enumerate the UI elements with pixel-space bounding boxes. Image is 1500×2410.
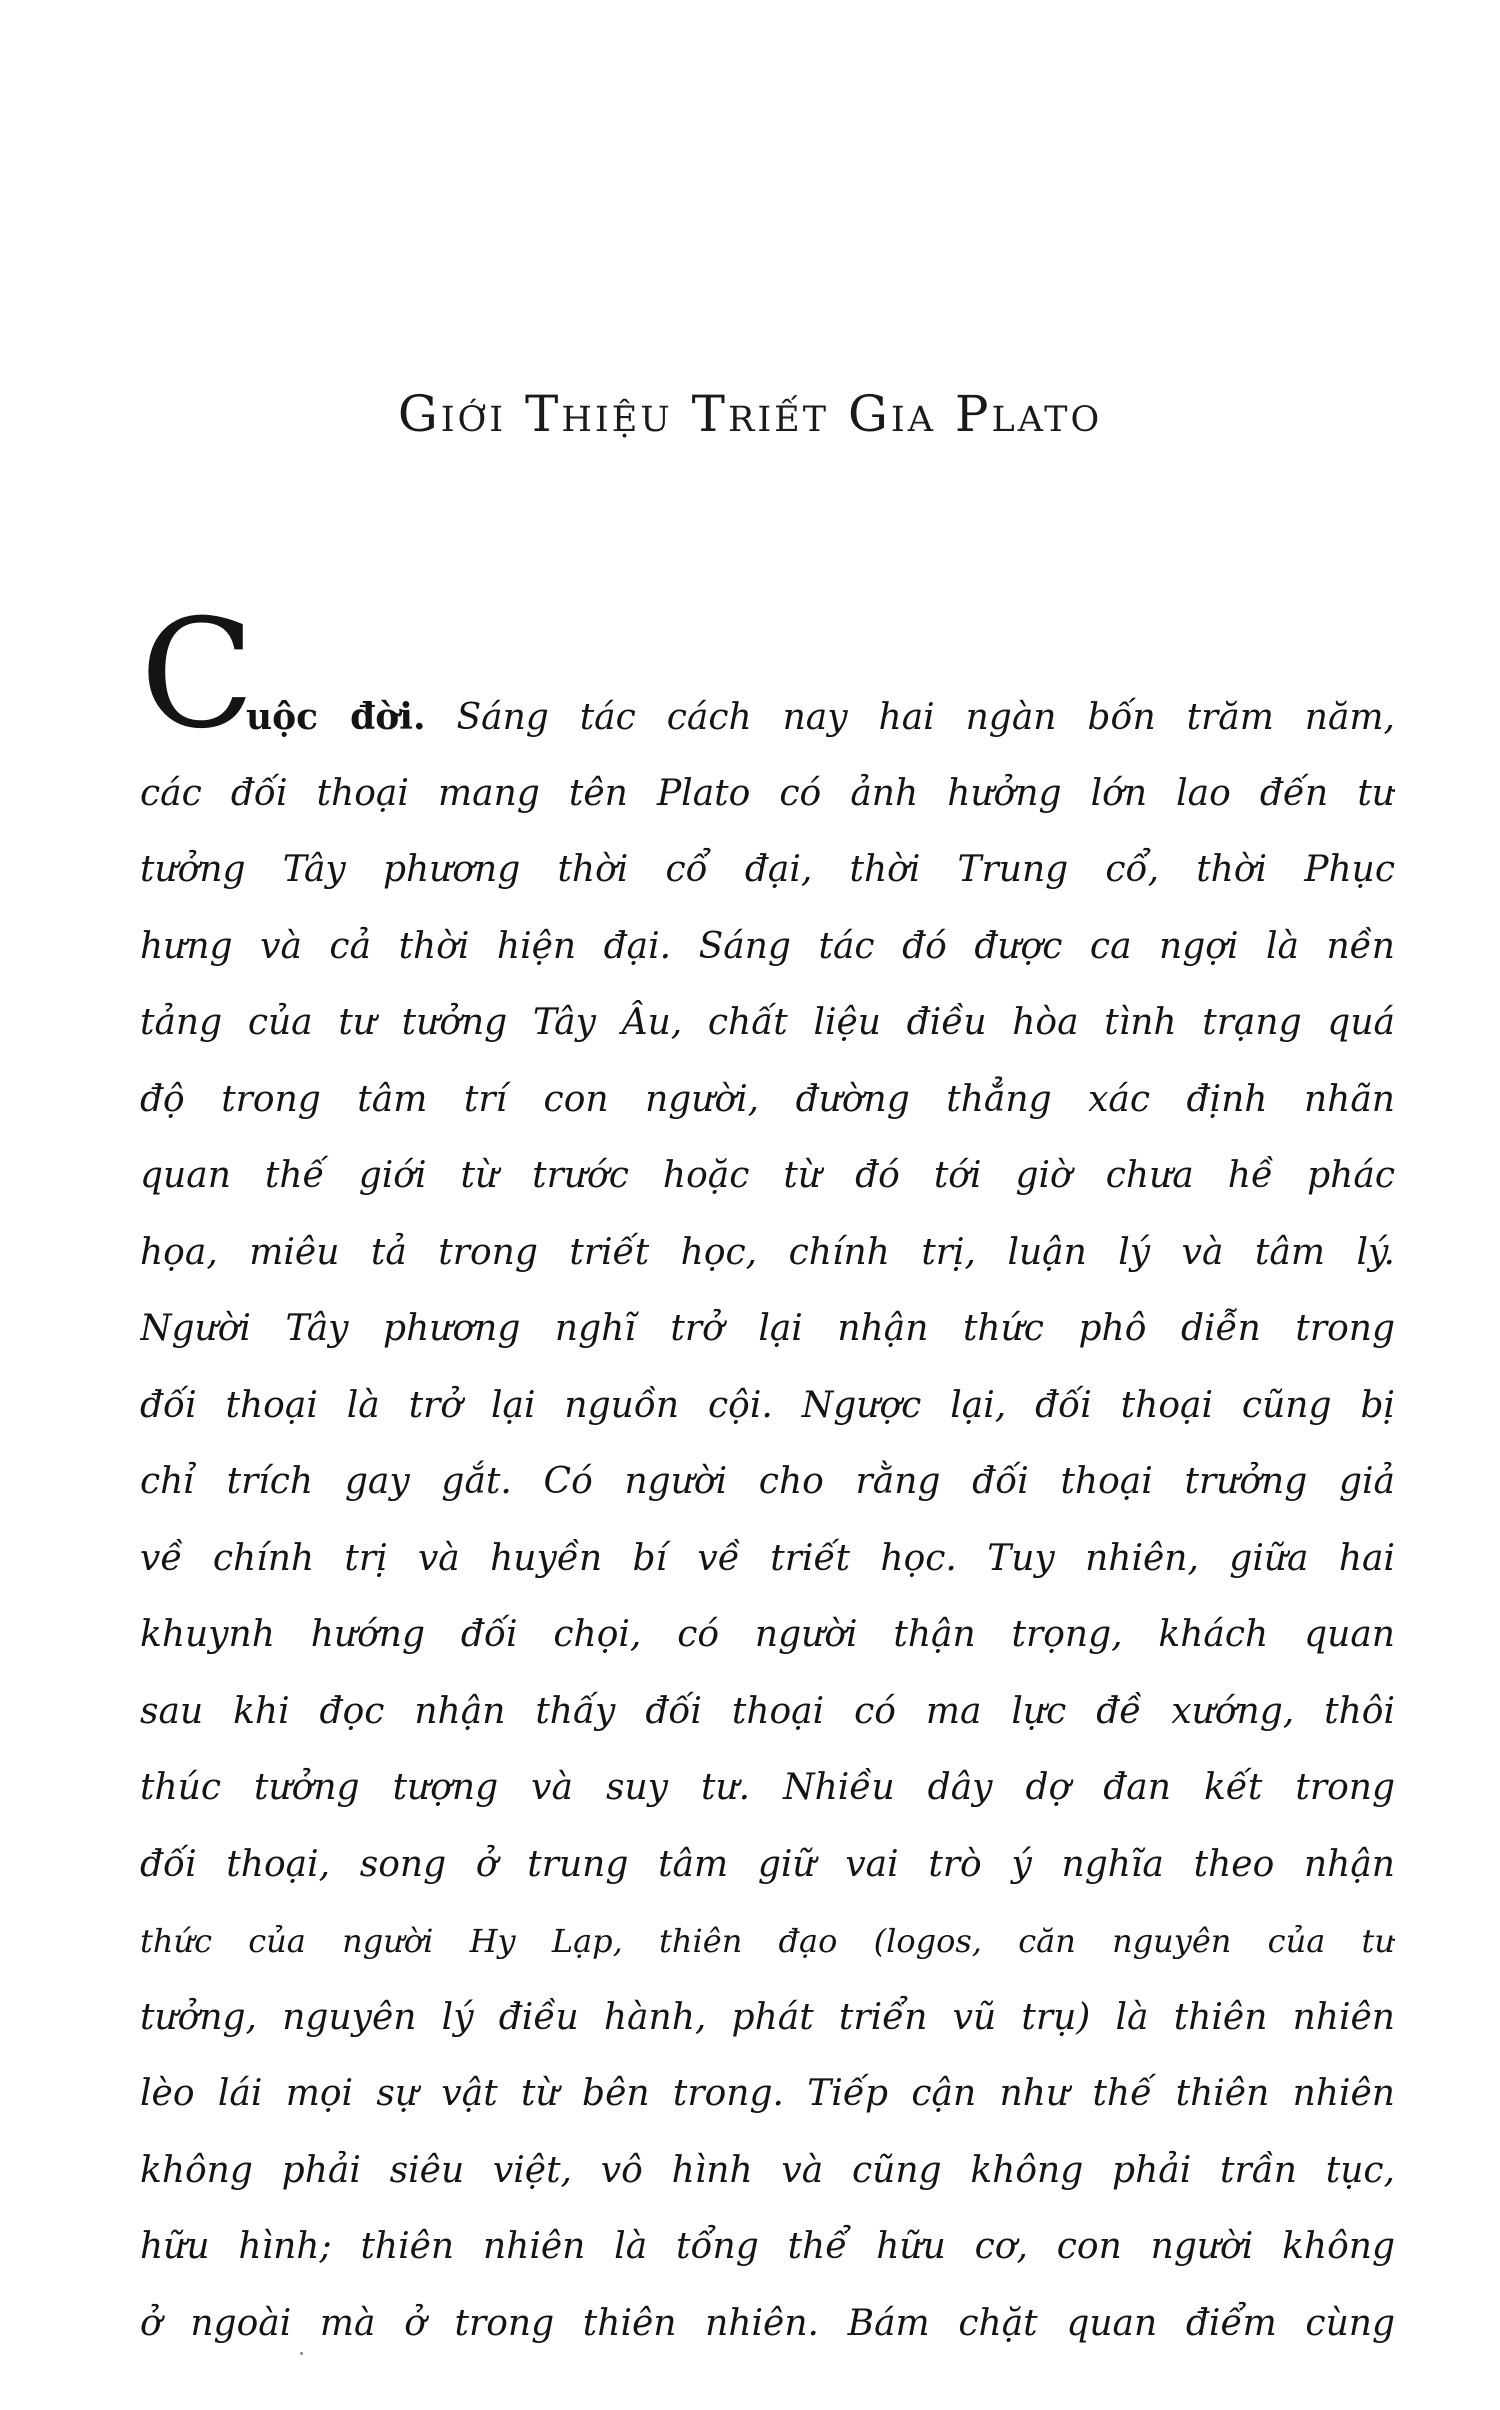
drop-cap-letter: C: [140, 588, 255, 762]
text-line: thức của người Hy Lạp, thiên đạo (logos, căn nguyên của tư: [140, 1922, 1395, 1960]
text-line: các đối thoại mang tên Plato có ảnh hưởng lớn lao đến tư: [140, 772, 1395, 814]
text-line: đối thoại, song ở trung tâm giữ vai trò ý nghĩa theo nhận: [140, 1843, 1395, 1885]
chapter-title: Giới Thiệu Triết Gia Plato: [397, 385, 1103, 443]
scan-speck: [300, 2352, 303, 2355]
text-line: tưởng Tây phương thời cổ đại, thời Trung cổ, thời Phục: [140, 849, 1395, 890]
text-line: ở ngoài mà ở trong thiên nhiên. Bám chặt quan điểm cùng: [140, 2302, 1395, 2344]
text-line: đối thoại là trở lại nguồn cội. Ngược lại, đối thoại cũng bị: [140, 1384, 1395, 1426]
text-line: họa, miêu tả trong triết học, chính trị, luận lý và tâm lý.: [140, 1231, 1395, 1273]
text-line: sau khi đọc nhận thấy đối thoại có ma lực đề xướng, thôi: [140, 1690, 1395, 1732]
first-line-text: Sáng tác cách nay hai ngàn bốn trăm năm,: [456, 697, 1395, 738]
text-line: tưởng, nguyên lý điều hành, phát triển vũ trụ) là thiên nhiên: [140, 1996, 1395, 2038]
text-line: khuynh hướng đối chọi, có người thận trọng, khách quan: [140, 1614, 1395, 1655]
text-line: không phải siêu việt, vô hình và cũng không phải trần tục,: [140, 2149, 1395, 2191]
lead-word: uộc đời.: [246, 696, 426, 738]
text-line: về chính trị và huyền bí về triết học. Tuy nhiên, giữa hai: [140, 1537, 1395, 1579]
paragraph-body: [140, 756, 1395, 2363]
text-line: hưng và cả thời hiện đại. Sáng tác đó được ca ngợi là nền: [140, 925, 1395, 967]
text-line: Người Tây phương nghĩ trở lại nhận thức phô diễn trong: [140, 1308, 1395, 1349]
text-line: tảng của tư tưởng Tây Âu, chất liệu điều hòa tình trạng quá: [140, 1002, 1395, 1043]
text-line: thúc tưởng tượng và suy tư. Nhiều dây dợ đan kết trong: [140, 1767, 1395, 1808]
text-line: độ trong tâm trí con người, đường thẳng xác định nhãn: [140, 1078, 1395, 1120]
text-line: lèo lái mọi sự vật từ bên trong. Tiếp cận như thế thiên nhiên: [140, 2073, 1395, 2114]
text-line: hữu hình; thiên nhiên là tổng thể hữu cơ, con người không: [140, 2226, 1395, 2267]
text-line: chỉ trích gay gắt. Có người cho rằng đối thoại trưởng giả: [140, 1461, 1395, 1502]
text-line: quan thế giới từ trước hoặc từ đó tới giờ chưa hề phác: [140, 1155, 1395, 1196]
paragraph-first-line: [246, 679, 1395, 757]
